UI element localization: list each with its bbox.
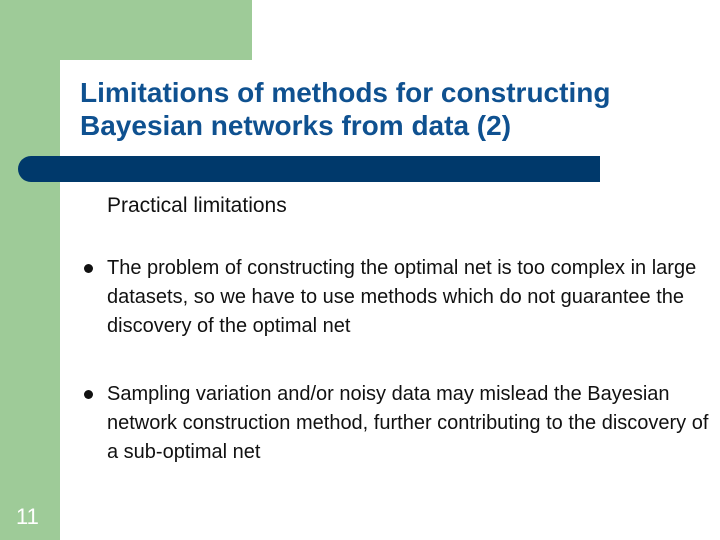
bullet-text: The problem of constructing the optimal net is too complex in large datasets, so we have to use methods which do not guarantee the discovery of the optimal net: [107, 257, 697, 337]
bullet-item: [80, 380, 710, 467]
title-underline-bar: [18, 156, 600, 182]
slide-number: 11: [16, 504, 39, 529]
bullet-dot-icon: [84, 264, 93, 273]
green-side-bar: [0, 0, 60, 540]
green-top-block: [0, 0, 252, 60]
bullet-list: [80, 254, 710, 506]
bullet-item: [80, 254, 710, 341]
bullet-dot-icon: [84, 390, 93, 399]
slide-title: Limitations of methods for constructing Bayesian networks from data (2): [80, 77, 611, 141]
bullet-text: Sampling variation and/or noisy data may mislead the Bayesian network construction method, further contributing to the discovery of a sub-optimal net: [107, 383, 709, 463]
section-subtitle: Practical limitations: [107, 194, 287, 217]
